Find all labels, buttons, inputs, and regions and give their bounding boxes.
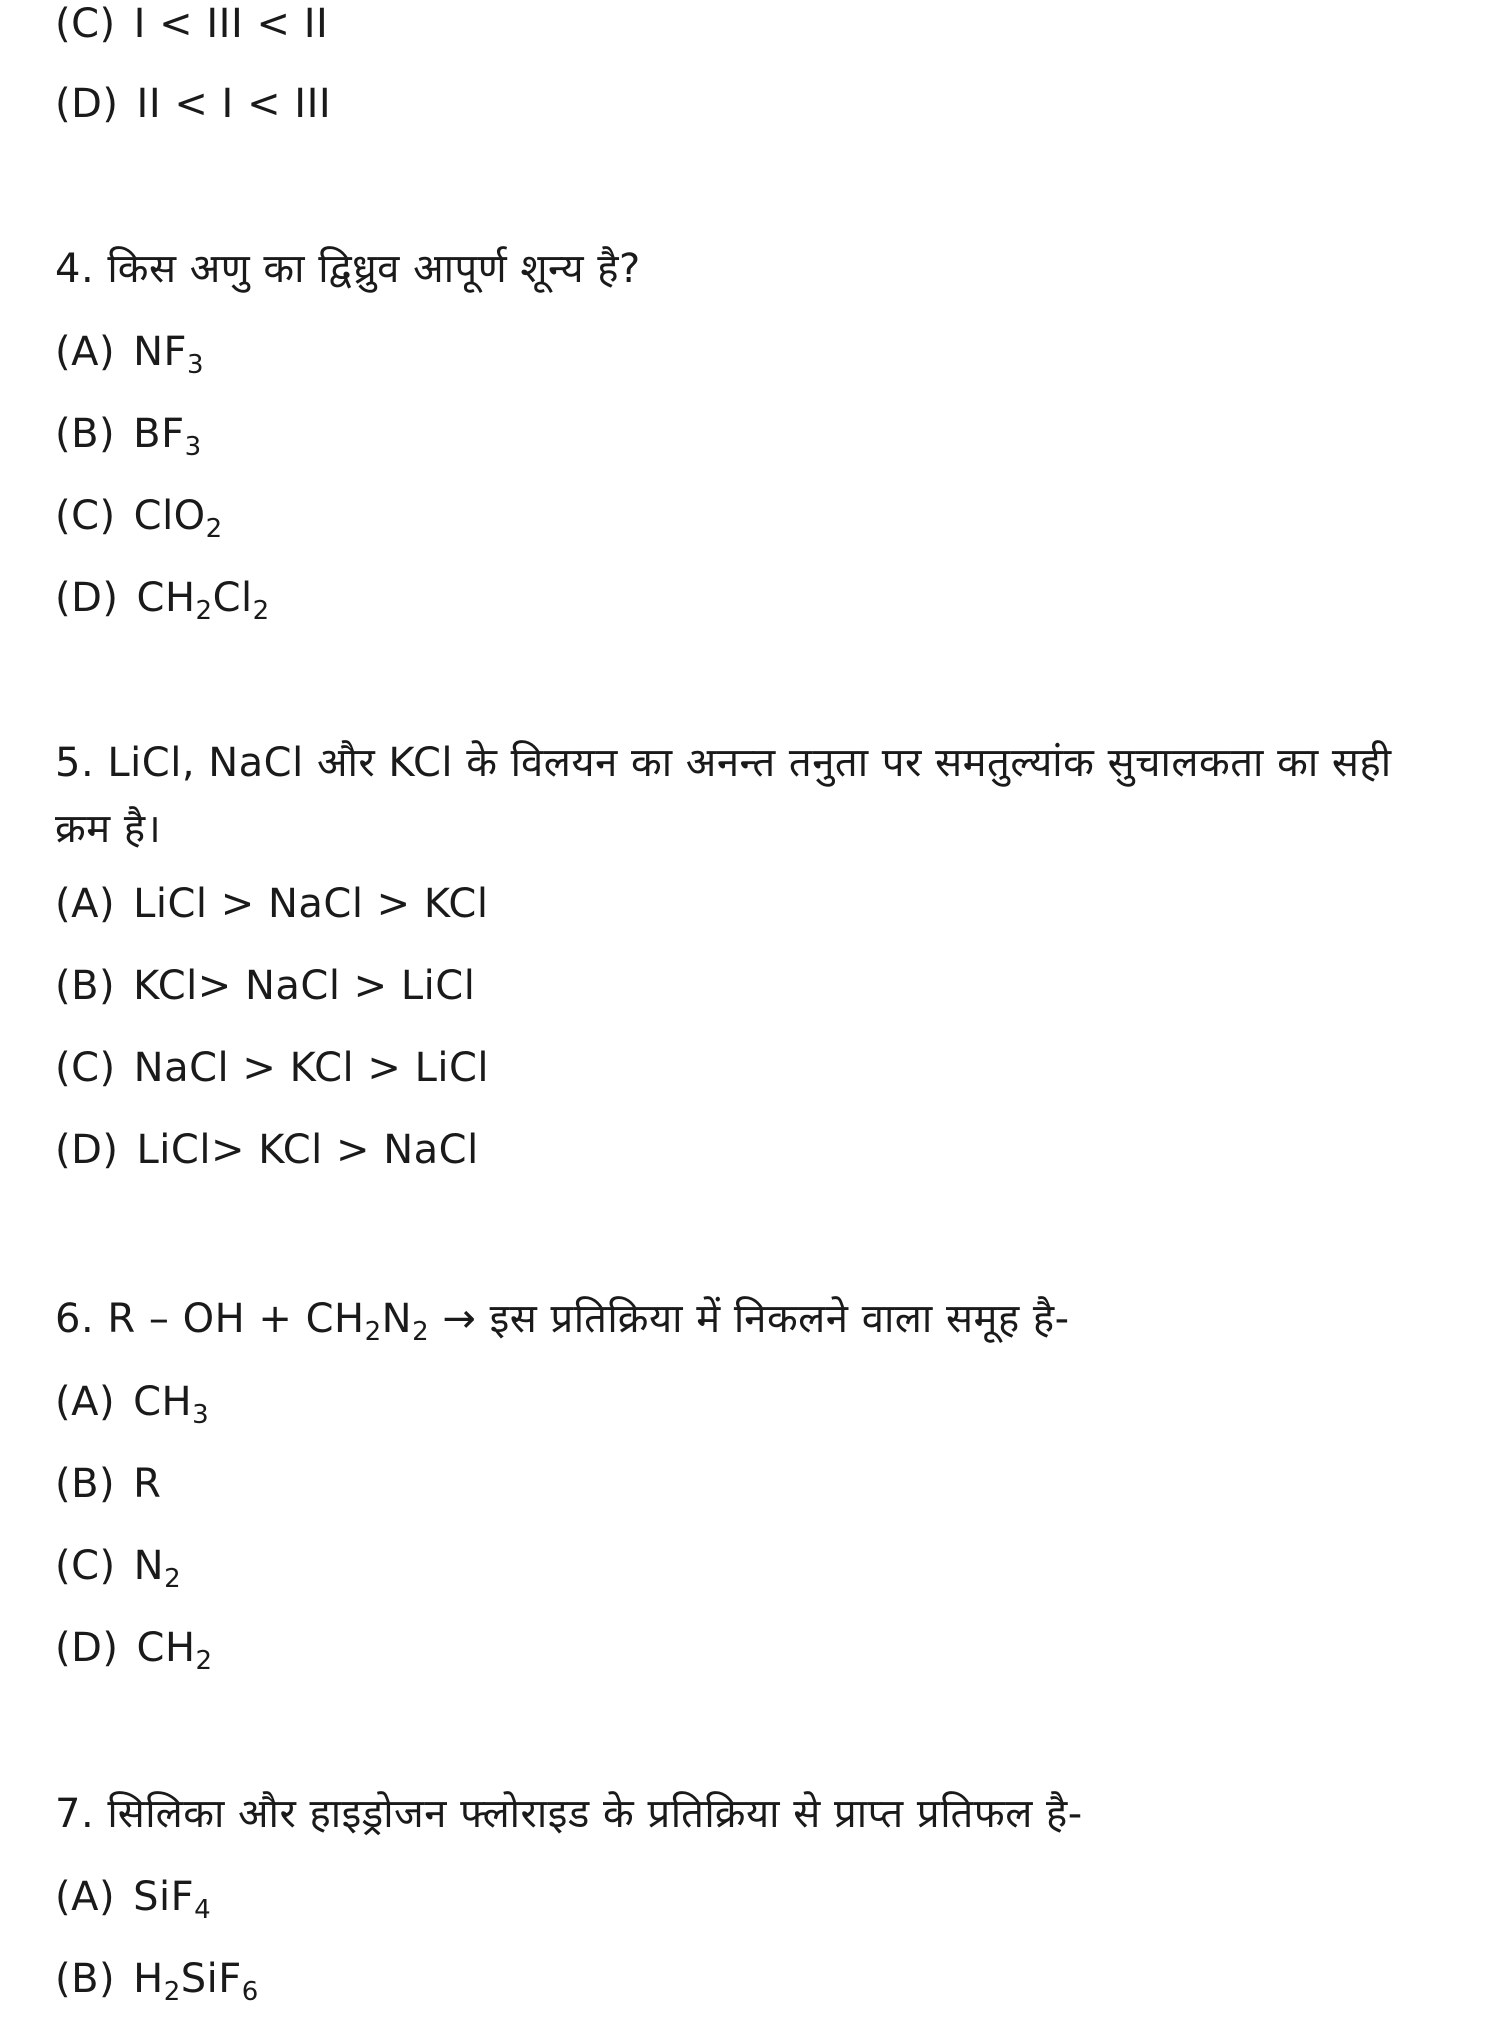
option-text: II < I < III bbox=[136, 81, 332, 127]
formula-part: BF bbox=[133, 411, 185, 457]
option-c-prev bbox=[55, 0, 328, 48]
formula-subscript: 2 bbox=[195, 1646, 213, 1676]
q4-option-c bbox=[55, 492, 223, 544]
question-6-text bbox=[55, 1295, 1070, 1347]
q5-option-a bbox=[55, 880, 488, 928]
option-letter: (A) bbox=[55, 1874, 116, 1920]
option-letter: (D) bbox=[55, 575, 119, 621]
formula-subscript: 2 bbox=[205, 514, 223, 544]
option-letter: (C) bbox=[55, 493, 116, 539]
formula-subscript: 2 bbox=[412, 1317, 430, 1347]
option-text: LiCl> KCl > NaCl bbox=[136, 1127, 479, 1173]
formula-subscript: 2 bbox=[252, 596, 270, 626]
q7-option-b bbox=[55, 1955, 259, 2007]
q4-option-d bbox=[55, 574, 270, 626]
question-text-part: → इस प्रतिक्रिया में निकलने वाला समूह है- bbox=[429, 1296, 1070, 1342]
formula-part: CH bbox=[133, 1379, 193, 1425]
q5-option-b bbox=[55, 962, 475, 1010]
option-text: NaCl > KCl > LiCl bbox=[133, 1045, 490, 1091]
question-text-part: N bbox=[381, 1296, 413, 1342]
formula-subscript: 2 bbox=[195, 596, 213, 626]
option-letter: (A) bbox=[55, 329, 116, 375]
question-7-text: 7. सिलिका और हाइड्रोजन फ्लोराइड के प्रतिक्रिया से प्राप्त प्रतिफल है- bbox=[55, 1791, 1083, 1837]
question-4-text: 4. किस अणु का द्विध्रुव आपूर्ण शून्य है? bbox=[55, 246, 641, 292]
formula-subscript: 3 bbox=[192, 1400, 210, 1430]
option-letter: (B) bbox=[55, 963, 116, 1009]
formula-part: N bbox=[133, 1543, 165, 1589]
option-letter: (D) bbox=[55, 1625, 119, 1671]
formula-part: SiF bbox=[180, 1956, 242, 2002]
option-letter: (B) bbox=[55, 411, 116, 457]
option-letter: (D) bbox=[55, 81, 119, 127]
option-letter: (C) bbox=[55, 1045, 116, 1091]
q6-option-a bbox=[55, 1378, 210, 1430]
formula-subscript: 4 bbox=[194, 1895, 212, 1925]
q7-option-a bbox=[55, 1873, 212, 1925]
formula-subscript: 2 bbox=[364, 1317, 382, 1347]
q4-option-b bbox=[55, 410, 202, 462]
q6-option-b bbox=[55, 1460, 161, 1508]
option-text: I < III < II bbox=[133, 1, 329, 47]
option-letter: (B) bbox=[55, 1956, 116, 2002]
option-d-prev bbox=[55, 80, 331, 128]
q6-option-c bbox=[55, 1542, 182, 1594]
option-text: LiCl > NaCl > KCl bbox=[133, 881, 489, 927]
option-letter: (A) bbox=[55, 881, 116, 927]
q6-option-d bbox=[55, 1624, 213, 1676]
q5-option-c bbox=[55, 1044, 489, 1092]
formula-subscript: 2 bbox=[163, 1977, 181, 2007]
option-text: KCl> NaCl > LiCl bbox=[133, 963, 476, 1009]
formula-subscript: 3 bbox=[187, 350, 205, 380]
formula-part: R bbox=[133, 1461, 162, 1507]
option-letter: (B) bbox=[55, 1461, 116, 1507]
formula-part: CH bbox=[136, 575, 196, 621]
q5-option-d bbox=[55, 1126, 479, 1174]
question-text-part: 6. R – OH + CH bbox=[55, 1296, 365, 1342]
formula-part: NF bbox=[133, 329, 188, 375]
formula-part: CH bbox=[136, 1625, 196, 1671]
formula-part: H bbox=[133, 1956, 164, 2002]
q4-option-a bbox=[55, 328, 205, 380]
option-letter: (D) bbox=[55, 1127, 119, 1173]
formula-subscript: 2 bbox=[164, 1564, 182, 1594]
option-letter: (C) bbox=[55, 1, 116, 47]
formula-subscript: 3 bbox=[184, 432, 202, 462]
option-letter: (A) bbox=[55, 1379, 116, 1425]
formula-part: ClO bbox=[133, 493, 206, 539]
option-letter: (C) bbox=[55, 1543, 116, 1589]
question-5-text: 5. LiCl, NaCl और KCl के विलयन का अनन्त तनुता पर समतुल्यांक सुचालकता का सही क्रम है। bbox=[55, 740, 1392, 852]
formula-part: Cl bbox=[212, 575, 253, 621]
formula-part: SiF bbox=[133, 1874, 195, 1920]
formula-subscript: 6 bbox=[241, 1977, 259, 2007]
